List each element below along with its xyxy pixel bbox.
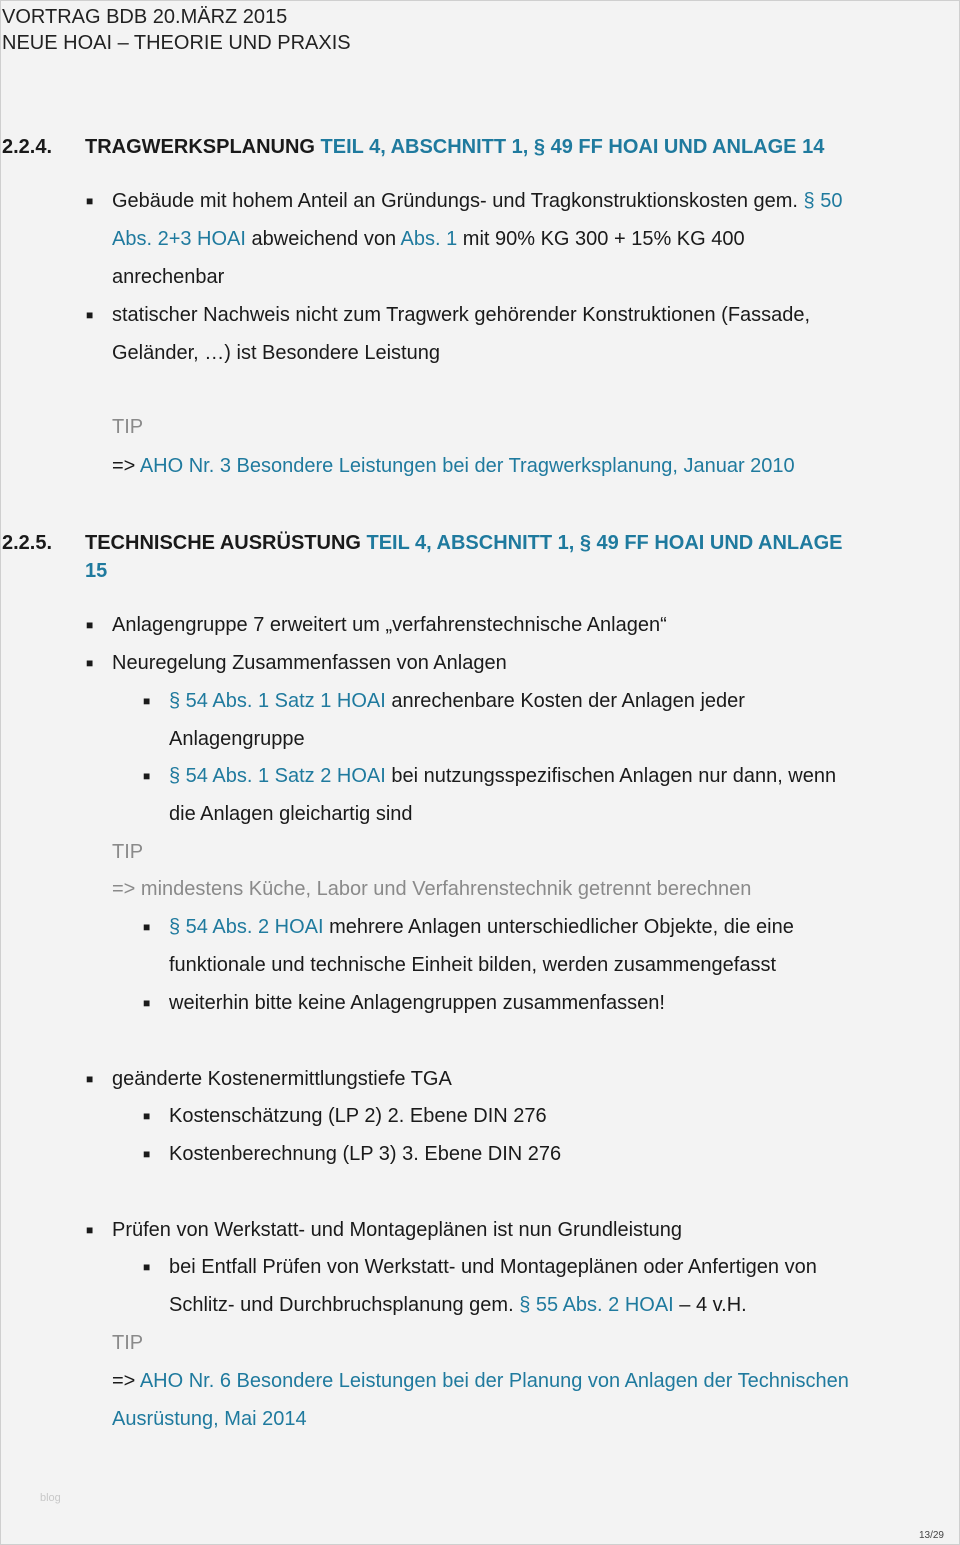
tip-text: => mindestens Küche, Labor und Verfahrenstechnik getrennt berechnen <box>112 878 752 900</box>
sub-list-item: § 54 Abs. 1 Satz 1 HOAI anrechenbare Kosten der Anlagen jeder <box>169 690 745 712</box>
tip-label: TIP <box>112 1332 144 1354</box>
sub-list-item-continuation: die Anlagen gleichartig sind <box>169 803 413 825</box>
bullet-icon: ■ <box>86 1223 94 1237</box>
sub-list-item-continuation: Anlagengruppe <box>169 728 305 750</box>
sub-bullet-icon: ■ <box>143 1109 151 1123</box>
bullet-icon: ■ <box>86 308 94 322</box>
section-title-reference-cont: 15 <box>85 560 108 582</box>
sub-bullet-icon: ■ <box>143 769 151 783</box>
list-item-continuation: Abs. 2+3 HOAI abweichend von Abs. 1 mit 90% KG 300 + 15% KG 400 <box>112 228 745 250</box>
list-item: geänderte Kostenermittlungstiefe TGA <box>112 1068 452 1090</box>
sub-list-item-continuation: Schlitz- und Durchbruchsplanung gem. § 55 Abs. 2 HOAI – 4 v.H. <box>169 1294 747 1316</box>
sub-bullet-icon: ■ <box>143 920 151 934</box>
sub-list-item: § 54 Abs. 2 HOAI mehrere Anlagen unterschiedlicher Objekte, die eine <box>169 916 794 938</box>
list-item-continuation: Geländer, …) ist Besondere Leistung <box>112 342 440 364</box>
sub-list-item: weiterhin bitte keine Anlagengruppen zusammenfassen! <box>169 992 665 1014</box>
tip-text-continuation: Ausrüstung, Mai 2014 <box>112 1408 307 1430</box>
list-item: Prüfen von Werkstatt- und Montageplänen ist nun Grundleistung <box>112 1219 682 1241</box>
tip-text: => AHO Nr. 6 Besondere Leistungen bei der Planung von Anlagen der Technischen <box>112 1370 849 1392</box>
tip-label: TIP <box>112 416 144 438</box>
list-item: Anlagengruppe 7 erweitert um „verfahrenstechnische Anlagen“ <box>112 614 667 636</box>
law-reference-link: § 50 <box>803 190 843 212</box>
bullet-icon: ■ <box>86 618 94 632</box>
list-item: statischer Nachweis nicht zum Tragwerk gehörender Konstruktionen (Fassade, <box>112 304 811 326</box>
law-reference-link: Abs. 1 <box>400 228 458 250</box>
sub-list-item: bei Entfall Prüfen von Werkstatt- und Montageplänen oder Anfertigen von <box>169 1256 817 1278</box>
law-reference-link: § 55 Abs. 2 HOAI <box>519 1294 674 1316</box>
sub-bullet-icon: ■ <box>143 996 151 1010</box>
list-item-continuation: anrechenbar <box>112 266 225 288</box>
bullet-icon: ■ <box>86 194 94 208</box>
section-title <box>85 529 945 585</box>
section-title-reference: TEIL 4, ABSCHNITT 1, § 49 FF HOAI UND ANLAGE <box>366 532 843 554</box>
bullet-icon: ■ <box>86 1072 94 1086</box>
sub-bullet-icon: ■ <box>143 1260 151 1274</box>
aho-reference-link: AHO Nr. 6 Besondere Leistungen bei der Planung von Anlagen der Technischen <box>139 1370 849 1392</box>
section-title <box>85 133 945 161</box>
law-reference-link: § 54 Abs. 2 HOAI <box>169 916 324 938</box>
list-item: Neuregelung Zusammenfassen von Anlagen <box>112 652 507 674</box>
section-number: 2.2.5. <box>2 532 53 554</box>
header-line-1: VORTRAG BDB 20.MÄRZ 2015 <box>2 6 288 28</box>
page-number: 13/29 <box>918 1530 944 1541</box>
tip-text: => AHO Nr. 3 Besondere Leistungen bei der Tragwerksplanung, Januar 2010 <box>112 455 795 477</box>
section-number: 2.2.4. <box>2 136 53 158</box>
sub-list-item: Kostenschätzung (LP 2) 2. Ebene DIN 276 <box>169 1105 547 1127</box>
sub-list-item: Kostenberechnung (LP 3) 3. Ebene DIN 276 <box>169 1143 562 1165</box>
list-item: Gebäude mit hohem Anteil an Gründungs- und Tragkonstruktionskosten gem. § 50 <box>112 190 843 212</box>
sub-list-item: § 54 Abs. 1 Satz 2 HOAI bei nutzungsspezifischen Anlagen nur dann, wenn <box>169 765 837 787</box>
header-line-2: NEUE HOAI – THEORIE UND PRAXIS <box>2 32 351 54</box>
bullet-icon: ■ <box>86 656 94 670</box>
section-title-reference: TEIL 4, ABSCHNITT 1, § 49 FF HOAI UND ANLAGE 14 <box>320 136 825 158</box>
aho-reference-link: AHO Nr. 3 Besondere Leistungen bei der Tragwerksplanung, Januar 2010 <box>139 455 795 477</box>
sub-bullet-icon: ■ <box>143 1147 151 1161</box>
section-title-main: TECHNISCHE AUSRÜSTUNG <box>85 532 367 554</box>
law-reference-link: § 54 Abs. 1 Satz 1 HOAI <box>169 690 386 712</box>
law-reference-link: § 54 Abs. 1 Satz 2 HOAI <box>169 765 386 787</box>
document-header <box>2 4 351 56</box>
sub-list-item-continuation: funktionale und technische Einheit bilden, werden zusammengefasst <box>169 954 777 976</box>
section-title-main: TRAGWERKSPLANUNG <box>85 136 321 158</box>
law-reference-link: Abs. 2+3 HOAI <box>112 228 246 250</box>
tip-label: TIP <box>112 841 144 863</box>
sub-bullet-icon: ■ <box>143 694 151 708</box>
watermark-text: blog <box>40 1492 61 1504</box>
